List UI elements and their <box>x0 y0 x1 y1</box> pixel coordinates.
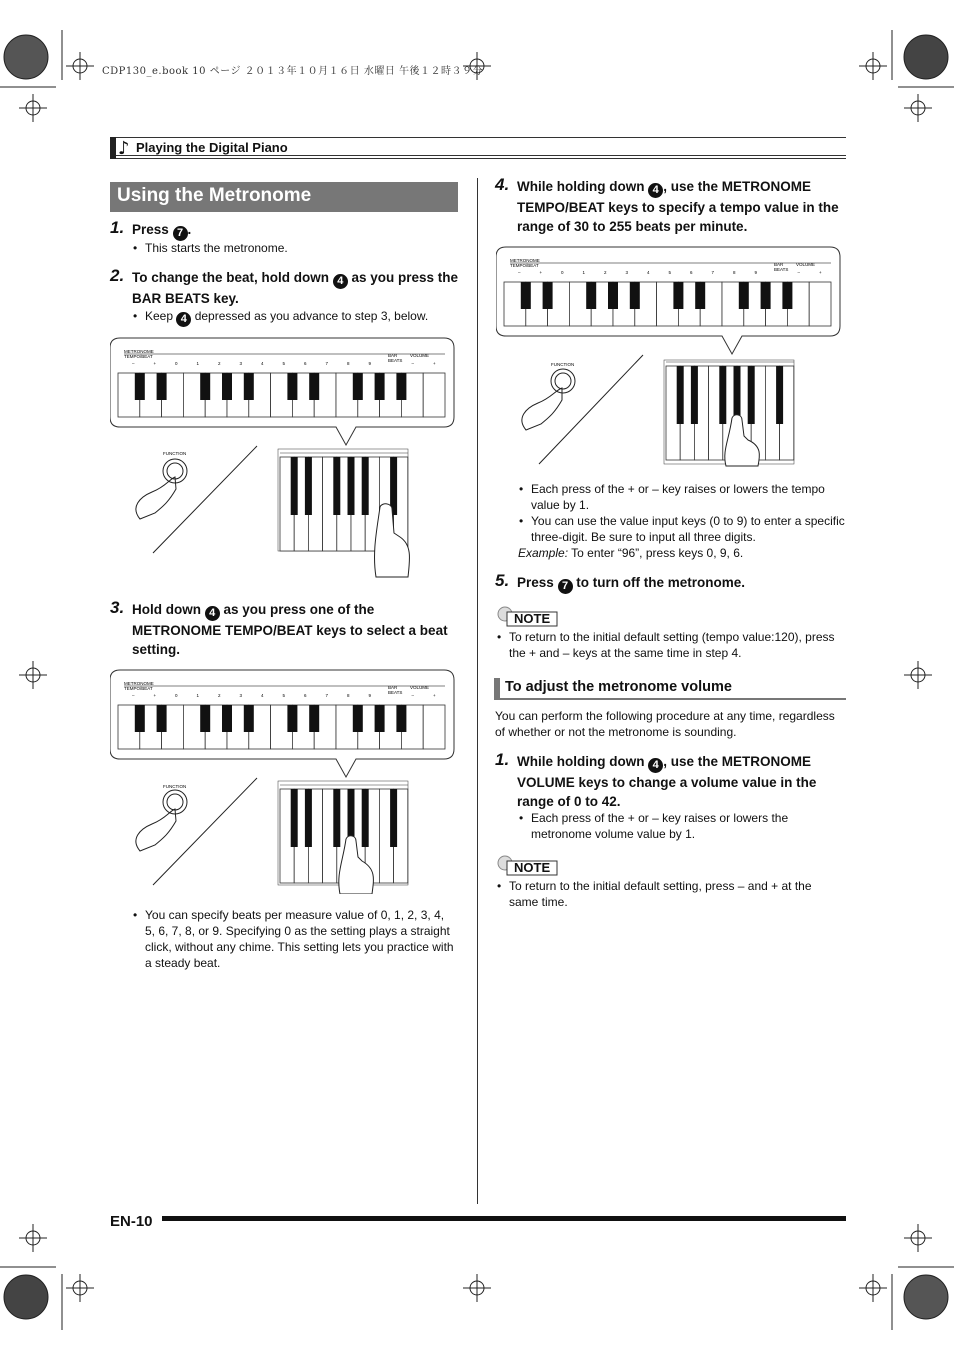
print-meta-line: CDP130_e.book 10 ページ ２０１３年１０月１６日 水曜日 午後１２時３９分 <box>102 66 484 77</box>
key-mark-label: 2 <box>218 693 221 698</box>
black-key <box>673 282 683 309</box>
key-mark-label: 0 <box>561 270 564 275</box>
hand-press-function <box>136 477 176 519</box>
black-key <box>287 705 297 732</box>
note-1-text: • To return to the initial default setting (tempo value:120), press the + and – keys at the same time in step 4. <box>509 629 839 661</box>
svg-text:VOLUME: VOLUME <box>410 685 430 690</box>
black-key <box>200 705 210 732</box>
key-mark-label: 8 <box>347 693 350 698</box>
key-7-icon: 7 <box>558 579 573 594</box>
black-key <box>695 282 705 309</box>
key-4-icon: 4 <box>205 606 220 621</box>
black-key <box>748 366 755 424</box>
key-mark-label: 6 <box>690 270 693 275</box>
key-mark-label: 4 <box>647 270 650 275</box>
key-mark-label: 7 <box>325 693 329 698</box>
black-key <box>222 373 232 400</box>
key-mark-label: + <box>153 693 157 698</box>
key-mark-label: 3 <box>625 270 629 275</box>
svg-text:FUNCTION: FUNCTION <box>163 784 187 789</box>
black-key <box>677 366 684 424</box>
key-mark-label: 5 <box>282 361 286 366</box>
running-header-title: Playing the Digital Piano <box>136 140 288 155</box>
key-mark-label: 8 <box>347 361 350 366</box>
step-4: 4. While holding down 4 , use the METRONOME TEMPO/BEAT keys to specify a tempo value in the range of 30 to 255 beats per minute. <box>495 175 839 234</box>
white-key <box>809 282 831 326</box>
key-mark-label: 0 <box>175 693 178 698</box>
page-number: EN-10 <box>110 1213 153 1230</box>
black-key <box>375 705 385 732</box>
black-key <box>333 457 340 515</box>
step-4-bullet-2: • You can use the value input keys (0 to 9) to enter a specific three-digit. Be sure to input all three digits. <box>531 513 846 545</box>
key-mark-label: 7 <box>711 270 715 275</box>
key-mark-label: 4 <box>261 361 264 366</box>
key-mark-label: – <box>411 361 415 366</box>
keyboard-closeup <box>118 373 445 417</box>
key-mark-label: 1 <box>582 270 586 275</box>
black-key <box>375 373 385 400</box>
white-key <box>423 705 445 749</box>
key-mark-label: + <box>433 361 436 366</box>
hand-press-function <box>522 388 562 430</box>
key-4-icon: 4 <box>648 758 663 773</box>
keyboard-closeup <box>118 705 445 749</box>
svg-text:METRONOME: METRONOME <box>510 258 540 263</box>
black-key <box>521 282 531 309</box>
volume-label: VOLUME <box>410 353 430 358</box>
diagram-tempo-beat <box>110 669 460 894</box>
volume-intro: You can perform the following procedure at any time, regardless of whether or not the metronome is sounding. <box>495 709 835 739</box>
black-key <box>135 705 145 732</box>
step-1: 1. Press 7 . <box>110 218 192 239</box>
key-mark-label: – <box>797 270 801 275</box>
black-key <box>200 373 210 400</box>
key-mark-label: 9 <box>368 361 372 366</box>
volume-step-1: 1. While holding down 4 , use the METRONOME VOLUME keys to change a volume value in the range of 0 to 42. <box>495 750 817 809</box>
black-key <box>362 457 369 515</box>
note-badge <box>497 606 561 628</box>
key-mark-label: 3 <box>239 693 243 698</box>
black-key <box>782 282 792 309</box>
svg-text:TEMPO/BEAT: TEMPO/BEAT <box>510 263 539 268</box>
svg-text:BEATS: BEATS <box>774 267 789 272</box>
key-mark-label: 1 <box>196 361 200 366</box>
key-4-icon: 4 <box>648 183 663 198</box>
svg-text:BAR: BAR <box>388 685 398 690</box>
key-mark-label: 3 <box>239 361 243 366</box>
section-title: Using the Metronome <box>110 182 458 212</box>
diagram-bar-beats <box>110 337 460 587</box>
key-7-icon: 7 <box>173 226 188 241</box>
metronome-label: METRONOME <box>124 349 154 354</box>
black-key <box>630 282 640 309</box>
music-note-icon: ♪ <box>118 138 130 159</box>
black-key <box>586 282 596 309</box>
svg-text:VOLUME: VOLUME <box>796 262 816 267</box>
note-badge <box>497 855 561 877</box>
key-mark-label: + <box>433 693 436 698</box>
key-mark-label: 9 <box>368 693 372 698</box>
white-key <box>423 373 445 417</box>
black-key <box>333 789 340 847</box>
step-2: 2. To change the beat, hold down 4 as you press the BAR BEATS key. <box>110 266 459 306</box>
note-label: NOTE <box>514 611 551 626</box>
key-mark-label: 6 <box>304 361 307 366</box>
black-key <box>305 457 312 515</box>
key-mark-label: 2 <box>218 361 221 366</box>
volume-bullet: • Each press of the + or – key raises or lowers the metronome volume value by 1. <box>531 810 841 842</box>
black-key <box>776 366 783 424</box>
black-key <box>608 282 618 309</box>
step-3: 3. Hold down 4 as you press one of the METRONOME TEMPO/BEAT keys to select a beat setting. <box>110 598 448 657</box>
black-key <box>691 366 698 424</box>
black-key <box>396 705 406 732</box>
key-mark-label: 1 <box>196 693 200 698</box>
key-4-icon: 4 <box>176 312 191 327</box>
key-mark-label: – <box>518 270 521 275</box>
step-4-example: Example: To enter “96”, press keys 0, 9, 6. <box>518 546 744 560</box>
key-mark-label: 5 <box>668 270 672 275</box>
key-mark-label: – <box>411 693 415 698</box>
hand-press-function <box>136 809 176 851</box>
black-key <box>719 366 726 424</box>
beats-label: BEATS <box>388 358 403 363</box>
key-mark-label: 0 <box>175 361 178 366</box>
black-key <box>348 457 355 515</box>
svg-text:BEATS: BEATS <box>388 690 403 695</box>
key-mark-label: 2 <box>604 270 607 275</box>
key-mark-label: + <box>539 270 543 275</box>
column-divider <box>477 178 478 1204</box>
diagram-tempo-value <box>496 246 846 471</box>
key-4-icon: 4 <box>333 274 348 289</box>
black-key <box>543 282 553 309</box>
black-key <box>739 282 749 309</box>
footer-rule <box>162 1216 846 1221</box>
running-header <box>110 137 846 159</box>
note-2-text: • To return to the initial default setting, press – and + at the same time. <box>509 878 839 910</box>
key-mark-label: 6 <box>304 693 307 698</box>
tempo-beat-label: TEMPO/BEAT <box>124 354 153 359</box>
key-mark-label: + <box>819 270 822 275</box>
black-key <box>135 373 145 400</box>
black-key <box>305 789 312 847</box>
svg-text:BAR: BAR <box>774 262 784 267</box>
svg-text:FUNCTION: FUNCTION <box>551 362 575 367</box>
key-mark-label: 7 <box>325 361 329 366</box>
step-1-bullet: • This starts the metronome. <box>145 240 455 256</box>
step-4-bullet-1: • Each press of the + or – key raises or lowers the tempo value by 1. <box>531 481 846 513</box>
key-mark-label: – <box>132 361 135 366</box>
note-label: NOTE <box>514 860 551 875</box>
black-key <box>244 373 254 400</box>
function-label: FUNCTION <box>163 451 187 456</box>
black-key <box>222 705 232 732</box>
black-key <box>396 373 406 400</box>
key-mark-label: + <box>153 361 157 366</box>
black-key <box>291 789 298 847</box>
key-mark-label: 5 <box>282 693 286 698</box>
step-3-bullet: • You can specify beats per measure value of 0, 1, 2, 3, 4, 5, 6, 7, 8, or 9. Specifying 0 as the setting plays a straight click, without any chime. This setting lets you practice with a steady beat. <box>145 907 457 971</box>
black-key <box>157 705 167 732</box>
key-mark-label: 8 <box>733 270 736 275</box>
subsection-title: To adjust the metronome volume <box>494 678 846 700</box>
black-key <box>362 789 369 847</box>
black-key <box>244 705 254 732</box>
black-key <box>287 373 297 400</box>
black-key <box>353 373 363 400</box>
svg-text:METRONOME: METRONOME <box>124 681 154 686</box>
black-key <box>291 457 298 515</box>
bar-label: BAR <box>388 353 398 358</box>
svg-text:TEMPO/BEAT: TEMPO/BEAT <box>124 686 153 691</box>
black-key <box>761 282 771 309</box>
black-key <box>309 705 319 732</box>
key-mark-label: 9 <box>754 270 758 275</box>
key-mark-label: – <box>132 693 135 698</box>
black-key <box>157 373 167 400</box>
black-key <box>390 789 397 847</box>
step-5: 5. Press 7 to turn off the metronome. <box>495 571 746 592</box>
step-2-bullet: • Keep 4 depressed as you advance to step 3, below. <box>145 308 460 327</box>
black-key <box>309 373 319 400</box>
keyboard-closeup <box>504 282 831 326</box>
black-key <box>353 705 363 732</box>
key-mark-label: 4 <box>261 693 264 698</box>
